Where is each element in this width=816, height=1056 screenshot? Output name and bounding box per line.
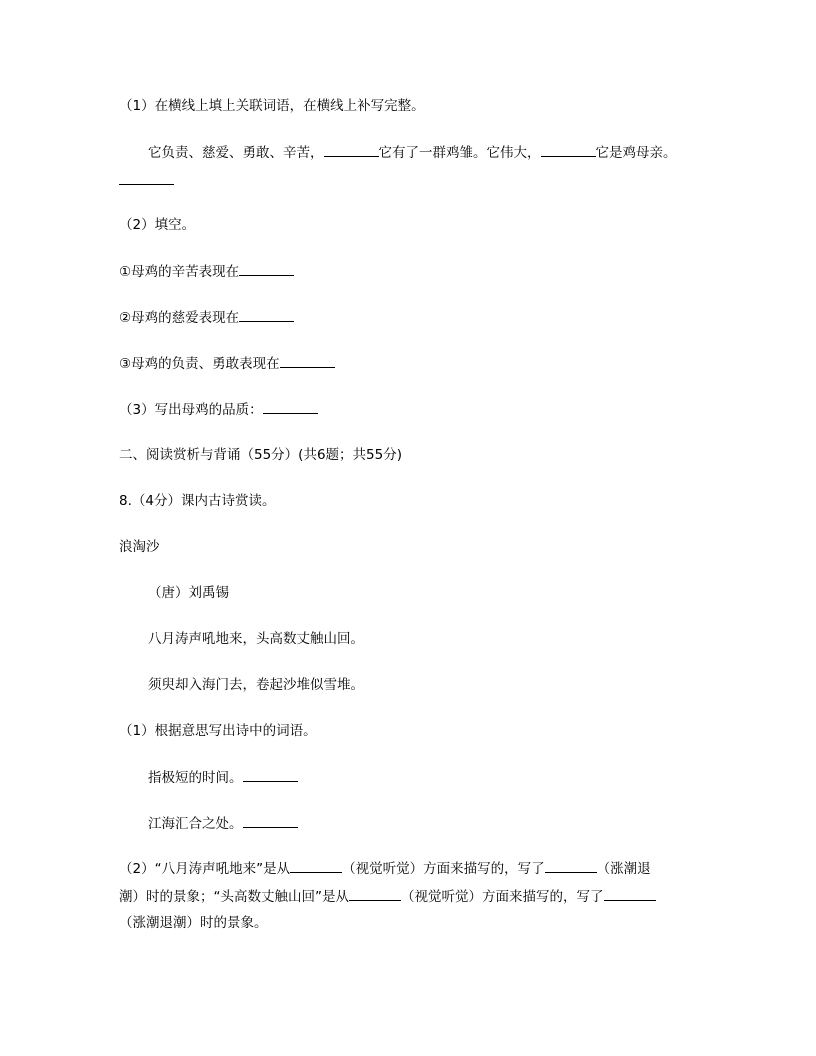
section2-heading: 二、阅读赏析与背诵（55分）(共6题；共55分) bbox=[119, 447, 402, 463]
answer-blank bbox=[239, 261, 294, 276]
q7-sub3-label: （3）写出母鸡的品质： bbox=[119, 402, 263, 418]
q8-sub2-line3 bbox=[119, 913, 268, 933]
answer-blank bbox=[239, 307, 294, 322]
q7-sub2-item2 bbox=[119, 307, 294, 328]
q8-sub2-line1 bbox=[119, 858, 651, 879]
poem-title: 浪淘沙 bbox=[119, 539, 160, 555]
q7-sub2-item3-text: ③母鸡的负责、勇敢表现在 bbox=[119, 356, 280, 372]
q8-sub1-item2 bbox=[148, 813, 298, 834]
q8-sub1-label: （1）根据意思写出诗中的词语。 bbox=[119, 723, 317, 739]
q8-sub2-p2: （视觉听觉）方面来描写的，写了 bbox=[342, 861, 545, 877]
q8-sub2-p1: （2）“八月涛声吼地来”是从 bbox=[119, 861, 291, 877]
answer-blank bbox=[280, 353, 335, 368]
q7-sub1-sentence bbox=[148, 142, 677, 163]
q7-sub1-seg1: 它负责、慈爱、勇敢、辛苦， bbox=[148, 145, 324, 161]
answer-blank bbox=[119, 170, 174, 185]
q7-sub2-item1-text: ①母鸡的辛苦表现在 bbox=[119, 264, 240, 280]
q8-sub2-p4: 潮）时的景象；“头高数丈触山回”是从 bbox=[119, 889, 349, 905]
q7-sub1-seg3: 它是鸡母亲。 bbox=[595, 145, 677, 161]
q7-sub2-item1 bbox=[119, 261, 294, 282]
q7-sub1-continuation bbox=[119, 170, 174, 191]
answer-blank bbox=[243, 813, 298, 828]
answer-blank bbox=[324, 142, 379, 157]
answer-blank bbox=[290, 858, 342, 873]
q8-sub1-item2-text: 江海汇合之处。 bbox=[148, 816, 243, 832]
answer-blank bbox=[604, 886, 656, 901]
q7-sub2-label: （2）填空。 bbox=[119, 217, 196, 233]
answer-blank bbox=[263, 399, 318, 414]
poem-line-2: 须臾却入海门去，卷起沙堆似雪堆。 bbox=[148, 677, 364, 693]
poem-author: （唐）刘禹锡 bbox=[148, 585, 229, 601]
q8-sub2-p5: （视觉听觉）方面来描写的，写了 bbox=[401, 889, 604, 905]
q8-sub2-p6: （涨潮退潮）时的景象。 bbox=[119, 915, 268, 931]
poem-line-1: 八月涛声吼地来，头高数丈触山回。 bbox=[148, 631, 364, 647]
q8-sub2-line2 bbox=[119, 886, 656, 907]
q7-sub2-item3 bbox=[119, 353, 335, 374]
answer-blank bbox=[243, 767, 298, 782]
q8-sub1-item1-text: 指极短的时间。 bbox=[148, 770, 243, 786]
answer-blank bbox=[545, 858, 597, 873]
answer-blank bbox=[541, 142, 596, 157]
answer-blank bbox=[349, 886, 401, 901]
q7-sub3 bbox=[119, 399, 318, 420]
q7-sub2-item2-text: ②母鸡的慈爱表现在 bbox=[119, 310, 240, 326]
q8-sub2-p3: （涨潮退 bbox=[596, 861, 651, 877]
q7-sub1-seg2: 它有了一群鸡雏。它伟大， bbox=[378, 145, 541, 161]
q8-sub1-item1 bbox=[148, 767, 298, 788]
q8-heading: 8.（4分）课内古诗赏读。 bbox=[119, 493, 276, 509]
q7-sub1-label: （1）在横线上填上关联词语，在横线上补写完整。 bbox=[119, 98, 425, 114]
